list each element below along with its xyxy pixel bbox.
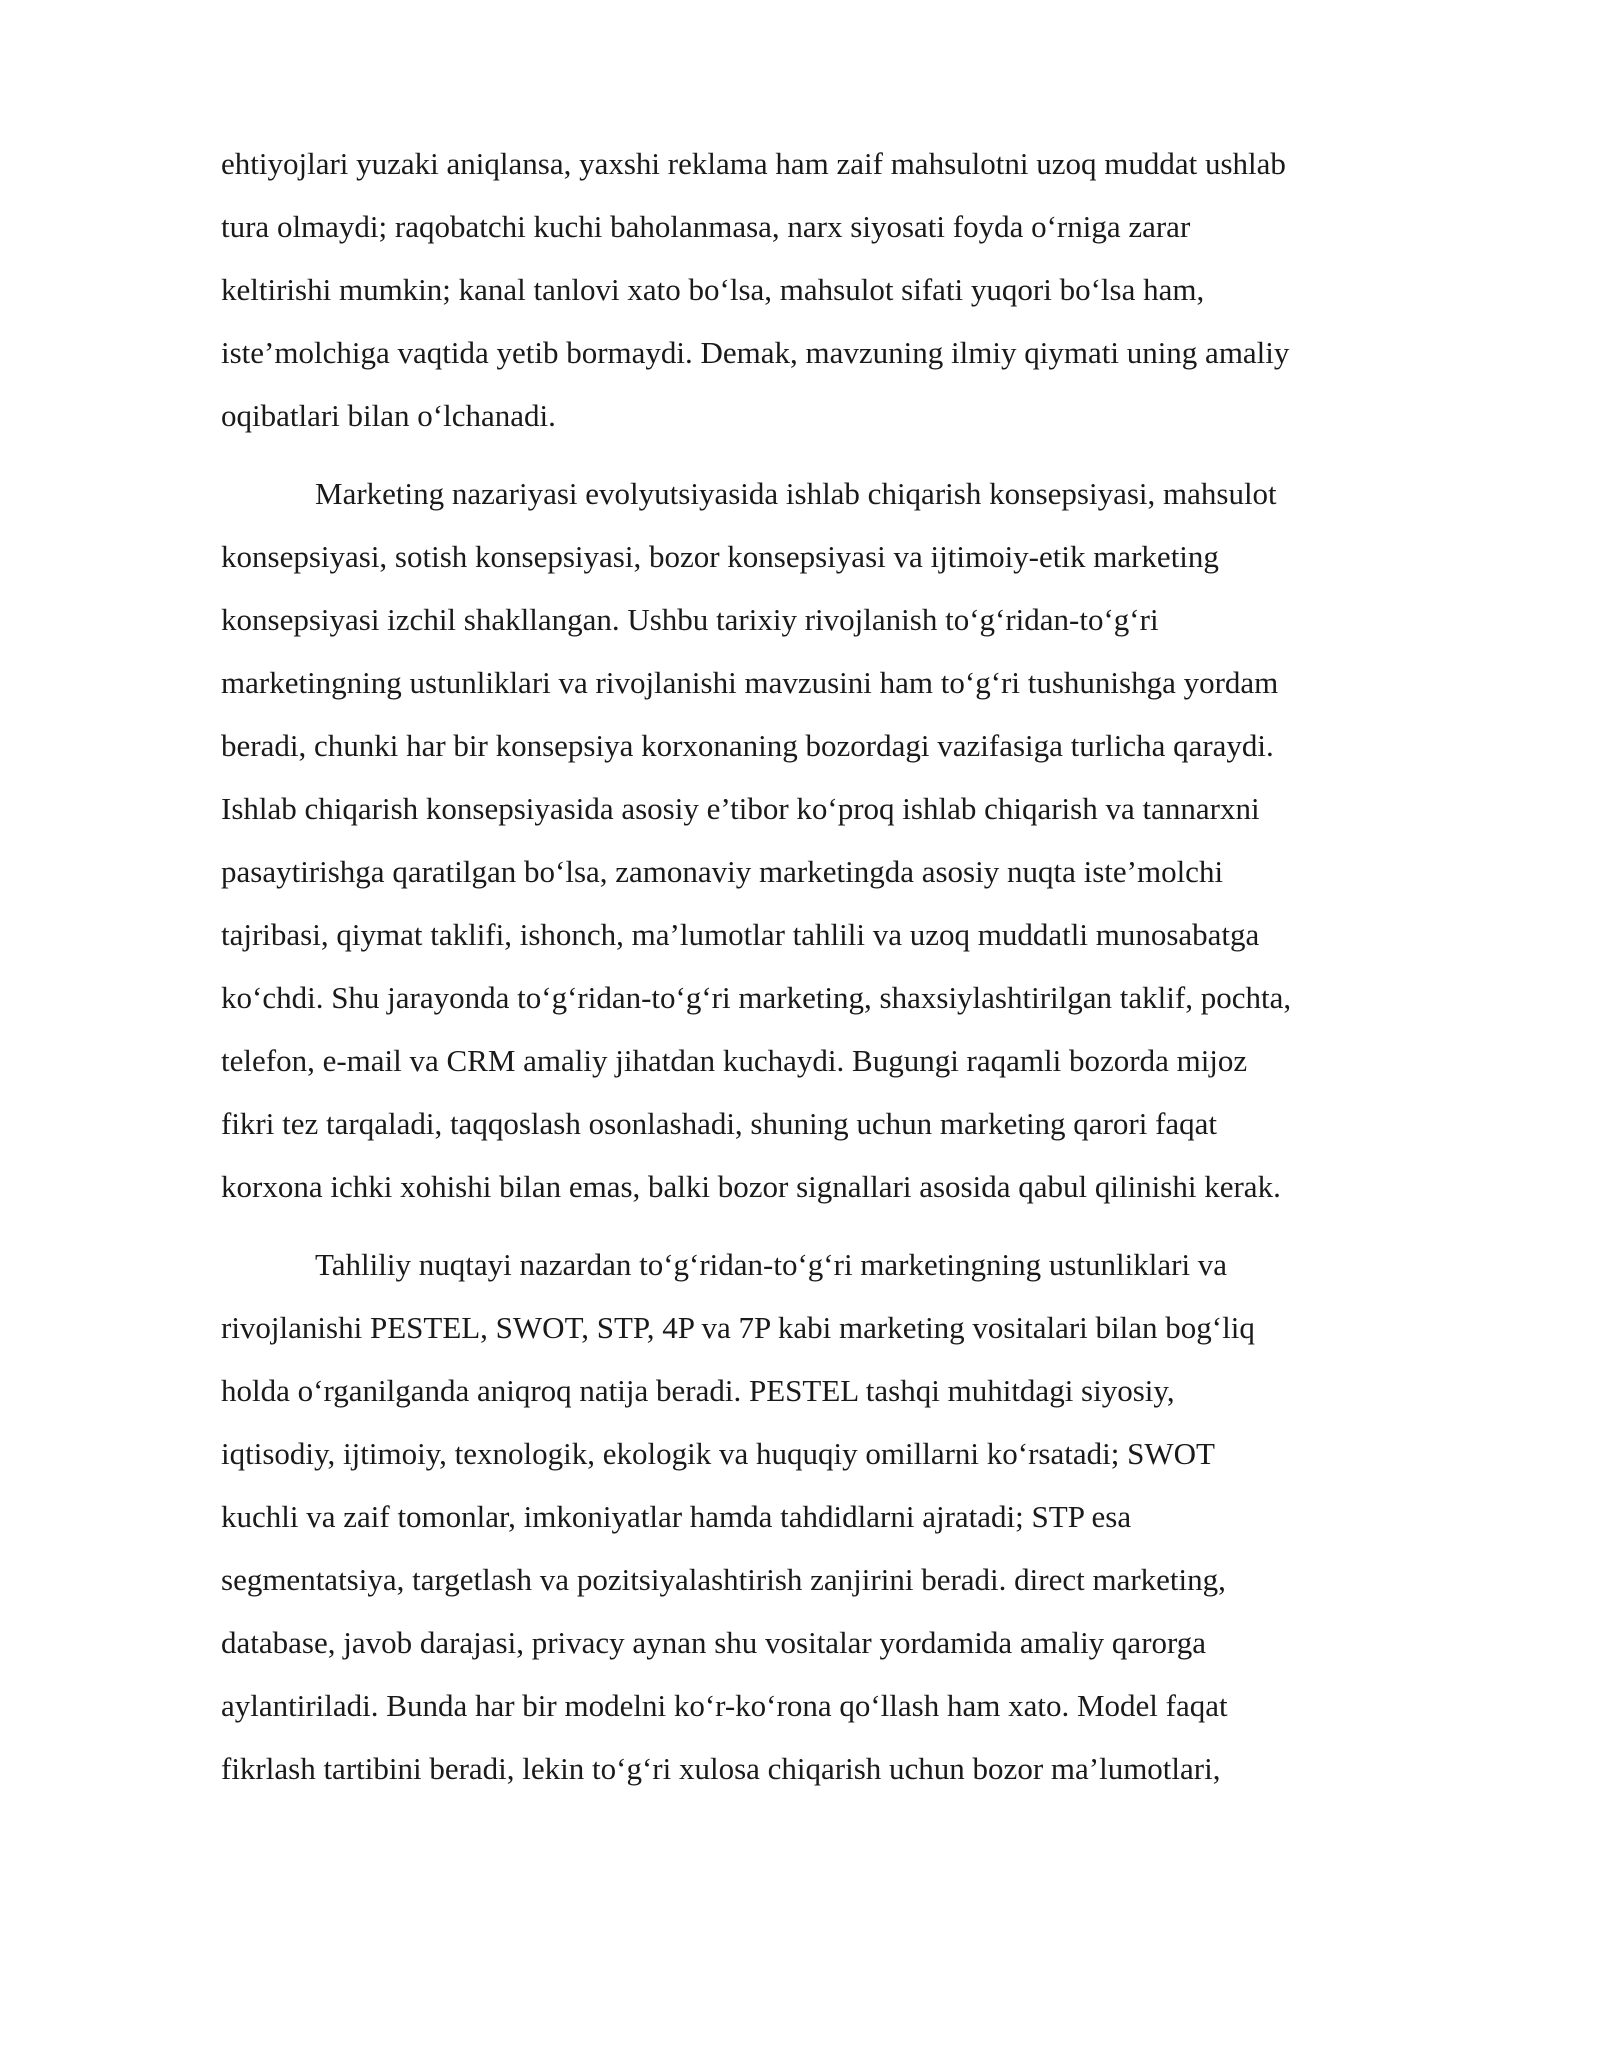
- text-line: ko‘chdi. Shu jarayonda to‘g‘ridan-to‘g‘ri marketing, shaxsiylashtirilgan taklif, pochta,: [221, 980, 1292, 1015]
- text-line: tajribasi, qiymat taklifi, ishonch, ma’lumotlar tahlili va uzoq muddatli munosabatga: [221, 917, 1260, 952]
- text-line: keltirishi mumkin; kanal tanlovi xato bo‘lsa, mahsulot sifati yuqori bo‘lsa ham,: [221, 272, 1205, 307]
- text-line: beradi, chunki har bir konsepsiya korxonaning bozordagi vazifasiga turlicha qaraydi.: [221, 728, 1274, 763]
- text-line: ehtiyojlari yuzaki aniqlansa, yaxshi reklama ham zaif mahsulotni uzoq muddat ushlab: [221, 146, 1286, 181]
- text-line: rivojlanishi PESTEL, SWOT, STP, 4P va 7P kabi marketing vositalari bilan bog‘liq: [221, 1310, 1255, 1345]
- text-line: korxona ichki xohishi bilan emas, balki bozor signallari asosida qabul qilinishi kerak.: [221, 1169, 1281, 1204]
- text-line: kuchli va zaif tomonlar, imkoniyatlar hamda tahdidlarni ajratadi; STP esa: [221, 1499, 1132, 1534]
- text-line: tura olmaydi; raqobatchi kuchi baholanmasa, narx siyosati foyda o‘rniga zarar: [221, 209, 1191, 244]
- text-line: iqtisodiy, ijtimoiy, texnologik, ekologik va huquqiy omillarni ko‘rsatadi; SWOT: [221, 1436, 1215, 1471]
- text-line: database, javob darajasi, privacy aynan shu vositalar yordamida amaliy qarorga: [221, 1625, 1207, 1660]
- text-line: fikri tez tarqaladi, taqqoslash osonlashadi, shuning uchun marketing qarori faqat: [221, 1106, 1218, 1141]
- text-line: marketingning ustunliklari va rivojlanishi mavzusini ham to‘g‘ri tushunishga yordam: [221, 665, 1279, 700]
- text-line: fikrlash tartibini beradi, lekin to‘g‘ri xulosa chiqarish uchun bozor ma’lumotlari,: [221, 1751, 1221, 1786]
- text-line: oqibatlari bilan o‘lchanadi.: [221, 398, 556, 433]
- text-line: segmentatsiya, targetlash va pozitsiyalashtirish zanjirini beradi. direct marketing,: [221, 1562, 1226, 1597]
- text-line: Tahliliy nuqtayi nazardan to‘g‘ridan-to‘g‘ri marketingning ustunliklari va: [315, 1247, 1228, 1282]
- text-line: iste’molchiga vaqtida yetib bormaydi. Demak, mavzuning ilmiy qiymati uning amaliy: [221, 335, 1290, 370]
- text-line: aylantiriladi. Bunda har bir modelni ko‘r-ko‘rona qo‘llash ham xato. Model faqat: [221, 1688, 1228, 1723]
- text-line: telefon, e-mail va CRM amaliy jihatdan kuchaydi. Bugungi raqamli bozorda mijoz: [221, 1043, 1248, 1078]
- paragraph-3: [221, 1247, 1481, 1814]
- text-line: pasaytirishga qaratilgan bo‘lsa, zamonaviy marketingda asosiy nuqta iste’molchi: [221, 854, 1224, 889]
- text-line: Marketing nazariyasi evolyutsiyasida ishlab chiqarish konsepsiyasi, mahsulot: [315, 476, 1277, 511]
- text-line: Ishlab chiqarish konsepsiyasida asosiy e’tibor ko‘proq ishlab chiqarish va tannarxni: [221, 791, 1260, 826]
- text-line: holda o‘rganilganda aniqroq natija beradi. PESTEL tashqi muhitdagi siyosiy,: [221, 1373, 1175, 1408]
- text-line: konsepsiyasi izchil shakllangan. Ushbu tarixiy rivojlanish to‘g‘ridan-to‘g‘ri: [221, 602, 1159, 637]
- paragraph-1: [221, 146, 1481, 461]
- document-page: [221, 146, 1481, 1814]
- paragraph-2: [221, 476, 1481, 1232]
- text-line: konsepsiyasi, sotish konsepsiyasi, bozor konsepsiyasi va ijtimoiy-etik marketing: [221, 539, 1219, 574]
